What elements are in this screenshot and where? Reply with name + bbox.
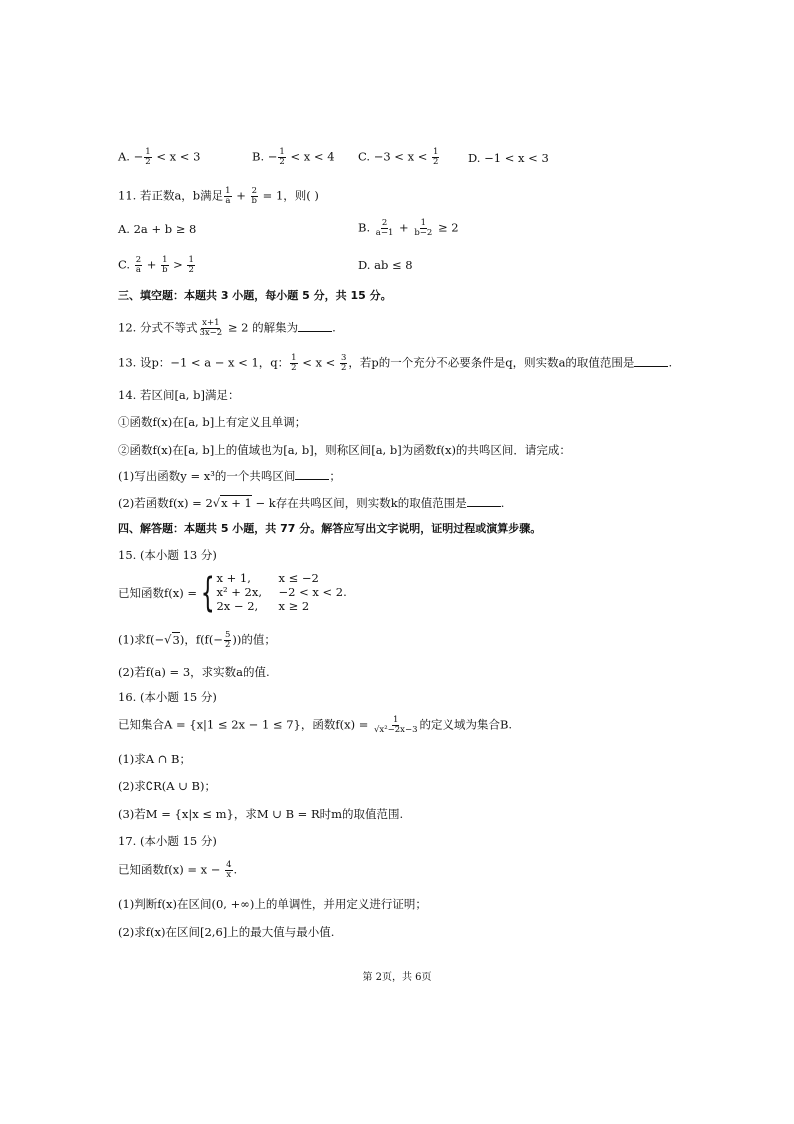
q14-condition-1: ①函数f(x)在[a, b]上有定义且单调；: [118, 415, 307, 429]
answer-blank: [467, 496, 501, 507]
q11-option-d: D. ab ≤ 8: [358, 258, 413, 272]
answer-blank: [634, 356, 668, 367]
answer-blank: [295, 469, 329, 480]
q13: 13. 设p：−1 < a − x < 1，q： $\frac{1}{2}$ < x < $\frac{3}{2}$ ，若p的一个充分不必要条件是q，则实数a的取值范围是 .: [118, 353, 673, 373]
q15-piecewise-function: 已知函数f(x) = { x + 1, x ≤ −2 x² + 2x, −2 < x < 2. 2x − 2, x ≥ 2: [118, 572, 368, 613]
fraction: $\frac{1}{2}$: [433, 147, 439, 167]
piecewise-cases: x + 1, x ≤ −2 x² + 2x, −2 < x < 2. 2x − 2, x ≥ 2: [216, 571, 347, 613]
q14-part-2: (2)若函数f(x) = 2√x + 1 − k存在共鸣区间，则实数k的取值范围是 .: [118, 496, 505, 510]
q17-part-2: (2)求f(x)在区间[2,6]上的最大值与最小值.: [118, 925, 335, 939]
q15-part-2: (2)若f(a) = 3，求实数a的值.: [118, 665, 270, 679]
q14-condition-2: ②函数f(x)在[a, b]上的值域也为[a, b]，则称区间[a, b]为函数f(x)的共鸣区间．请完成：: [118, 443, 571, 457]
q14-part-1: (1)写出函数y = x³的一个共鸣区间 ；: [118, 469, 341, 483]
fraction: $\frac{1}{2}$: [145, 147, 151, 167]
page-footer: 第 2页，共 6页: [362, 972, 432, 983]
q17-part-1: (1)判断f(x)在区间(0, +∞)上的单调性，并用定义进行证明；: [118, 897, 427, 911]
q17-heading: 17. (本小题 15 分): [118, 834, 217, 848]
q10-option-a: A. − $\frac{1}{2}$ < x < 3: [118, 147, 201, 167]
fraction: $\frac{1}{2}$: [279, 147, 285, 167]
q16-part-1: (1)求A ∩ B；: [118, 752, 191, 766]
q17-stem: 已知函数f(x) = x − $\frac{4}{x}$ .: [118, 860, 238, 880]
q14-stem: 14. 若区间[a, b]满足：: [118, 388, 240, 402]
q10-option-b: B. − $\frac{1}{2}$ < x < 4: [252, 147, 335, 167]
q11-stem: 11. 若正数a，b满足 $\frac{1}{a}$ + $\frac{2}{b}$ = 1，则( ): [118, 186, 319, 206]
q16-stem: 已知集合A = {x|1 ≤ 2x − 1 ≤ 7}，函数f(x) = $\frac{1}{\text{√x²−2x−3}}$ 的定义域为集合B.: [118, 715, 513, 735]
q10-option-d: D. −1 < x < 3: [468, 151, 549, 165]
q16-part-3: (3)若M = {x|x ≤ m}，求M ∪ B = R时m的取值范围.: [118, 807, 404, 821]
q15-heading: 15. (本小题 13 分): [118, 548, 217, 562]
q11-option-a: A. 2a + b ≥ 8: [118, 222, 197, 236]
section-fill-in-heading: 三、填空题：本题共 3 小题，每小题 5 分，共 15 分。: [118, 289, 392, 302]
q11-option-b: B. $\frac{2}{a-1}$ + $\frac{1}{b-2}$ ≥ 2: [358, 218, 459, 238]
q10-option-c: C. −3 < x < $\frac{1}{2}$: [358, 147, 439, 167]
q16-heading: 16. (本小题 15 分): [118, 690, 217, 704]
q15-part-1: (1)求f(−√3)，f(f(− $\frac{5}{2}$ ))的值；: [118, 630, 276, 650]
left-brace: {: [200, 569, 215, 616]
q12: 12. 分式不等式 $\frac{x+1}{3x-2}$ ≥ 2 的解集为 .: [118, 318, 336, 338]
q16-part-2: (2)求∁R(A ∪ B)；: [118, 779, 216, 793]
answer-blank: [298, 321, 332, 332]
q11-option-c: C. $\frac{2}{a}$ + $\frac{1}{b}$ > $\frac{1}{2}$: [118, 255, 194, 275]
section-answer-heading: 四、解答题：本题共 5 小题，共 77 分。解答应写出文字说明，证明过程或演算步骤。: [118, 522, 542, 535]
